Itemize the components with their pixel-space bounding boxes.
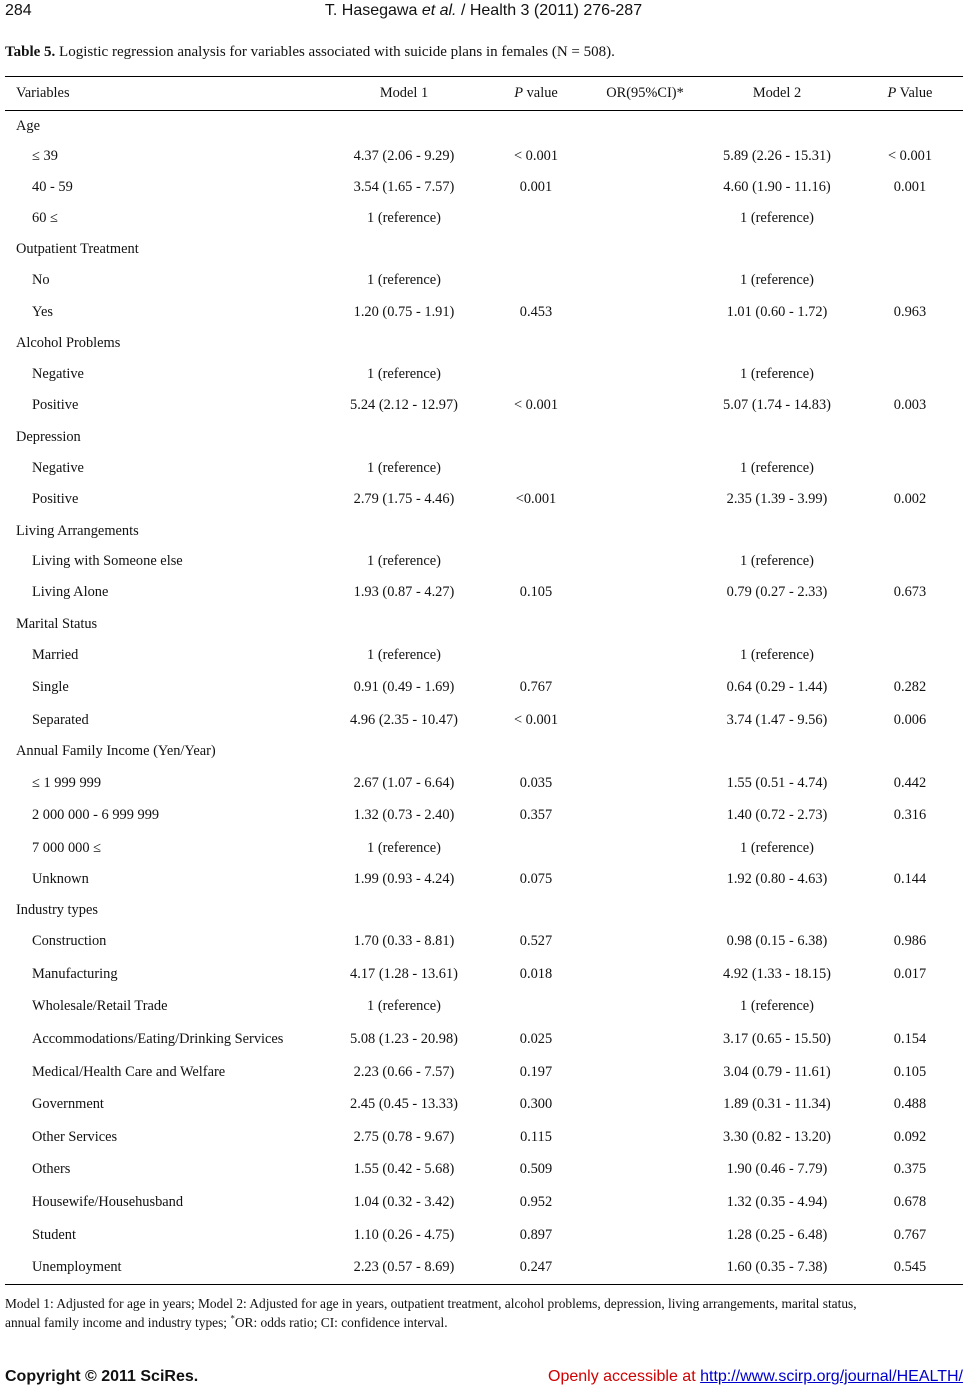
model2-value: 1 (reference) xyxy=(740,840,814,856)
variable-label: Positive xyxy=(32,491,79,507)
model2-value: 3.74 (1.47 - 9.56) xyxy=(726,712,828,728)
group-label: Marital Status xyxy=(16,616,98,632)
table-group-row xyxy=(5,241,963,261)
variable-label: Positive xyxy=(32,397,79,413)
model2-value: 4.60 (1.90 - 11.16) xyxy=(723,179,831,195)
variable-label: Living Alone xyxy=(32,584,109,600)
table-row xyxy=(5,397,963,417)
variable-label: No xyxy=(32,272,50,288)
table-row xyxy=(5,679,963,699)
model2-value: 1.32 (0.35 - 4.94) xyxy=(726,1194,828,1210)
model2-p-value: 0.144 xyxy=(893,871,927,887)
variable-label: Married xyxy=(32,647,79,663)
footnote-asterisk: * xyxy=(230,1313,235,1324)
table-bottom-rule xyxy=(5,1284,963,1285)
table-row xyxy=(5,1096,963,1116)
header-p2-rest: Value xyxy=(896,85,933,101)
model1-value: 1 (reference) xyxy=(367,840,441,856)
model1-value: 1.10 (0.26 - 4.75) xyxy=(353,1227,455,1243)
model1-value: 1 (reference) xyxy=(367,460,441,476)
table-row xyxy=(5,210,963,230)
table-row xyxy=(5,933,963,953)
model2-value: 5.89 (2.26 - 15.31) xyxy=(723,148,831,164)
variable-label: Negative xyxy=(32,460,84,476)
model2-value: 1.40 (0.72 - 2.73) xyxy=(726,807,828,823)
model1-value: 4.96 (2.35 - 10.47) xyxy=(350,712,458,728)
model1-p-value: < 0.001 xyxy=(513,397,559,413)
model1-value: 1 (reference) xyxy=(367,366,441,382)
variable-label: 2 000 000 - 6 999 999 xyxy=(32,807,160,823)
table-header-rule xyxy=(5,110,963,111)
header-p1-rest: value xyxy=(523,85,558,101)
table-group-row xyxy=(5,335,963,355)
model2-value: 1.92 (0.80 - 4.63) xyxy=(726,871,828,887)
group-label: Living Arrangements xyxy=(16,523,139,539)
model2-value: 0.79 (0.27 - 2.33) xyxy=(726,584,828,600)
model1-value: 1 (reference) xyxy=(367,553,441,569)
table-row xyxy=(5,840,963,860)
table-group-row xyxy=(5,902,963,922)
running-header xyxy=(0,0,967,24)
model1-p-value: 0.897 xyxy=(519,1227,553,1243)
table-top-rule xyxy=(5,76,963,77)
variable-label: 40 - 59 xyxy=(32,179,73,195)
model2-value: 3.04 (0.79 - 11.61) xyxy=(723,1064,831,1080)
table-row xyxy=(5,366,963,386)
model2-value: 1 (reference) xyxy=(740,210,814,226)
model1-value: 2.79 (1.75 - 4.46) xyxy=(353,491,455,507)
table-row xyxy=(5,712,963,732)
model2-p-value: 0.154 xyxy=(893,1031,927,1047)
table-row xyxy=(5,647,963,667)
running-head xyxy=(0,2,967,20)
model1-value: 5.08 (1.23 - 20.98) xyxy=(350,1031,458,1047)
table-footnote xyxy=(5,1294,965,1332)
table-row xyxy=(5,807,963,827)
running-head-etal: et al. xyxy=(421,2,457,19)
table-group-row xyxy=(5,743,963,763)
table-row xyxy=(5,998,963,1018)
header-p2-italic: P xyxy=(887,85,897,101)
journal-link[interactable]: http://www.scirp.org/journal/HEALTH/ xyxy=(700,1368,963,1385)
model1-value: 3.54 (1.65 - 7.57) xyxy=(353,179,455,195)
model1-value: 5.24 (2.12 - 12.97) xyxy=(350,397,458,413)
variable-label: Manufacturing xyxy=(32,966,118,982)
model1-p-value: 0.300 xyxy=(519,1096,553,1112)
model1-p-value: 0.018 xyxy=(519,966,553,982)
model1-p-value: 0.197 xyxy=(519,1064,553,1080)
model1-p-value: 0.952 xyxy=(519,1194,553,1210)
running-head-authors: T. Hasegawa xyxy=(324,2,422,19)
model1-p-value: 0.357 xyxy=(519,807,553,823)
model2-value: 0.64 (0.29 - 1.44) xyxy=(726,679,828,695)
variable-label: Negative xyxy=(32,366,84,382)
footnote-line-2-pre: annual family income and industry types; xyxy=(5,1315,231,1330)
table-row xyxy=(5,272,963,292)
group-label: Age xyxy=(16,118,40,134)
group-label: Outpatient Treatment xyxy=(16,241,139,257)
model1-value: 1.93 (0.87 - 4.27) xyxy=(353,584,455,600)
table-row xyxy=(5,460,963,480)
model2-value: 1 (reference) xyxy=(740,998,814,1014)
model2-value: 1 (reference) xyxy=(740,366,814,382)
group-label: Alcohol Problems xyxy=(16,335,121,351)
header-p-value-2 xyxy=(857,85,963,102)
model2-p-value: 0.105 xyxy=(893,1064,927,1080)
model1-p-value: 0.453 xyxy=(519,304,553,320)
model2-p-value: 0.316 xyxy=(893,807,927,823)
table-row xyxy=(5,1194,963,1214)
model2-p-value: 0.017 xyxy=(893,966,927,982)
model2-p-value: 0.003 xyxy=(893,397,927,413)
model1-value: 1.04 (0.32 - 3.42) xyxy=(353,1194,455,1210)
model1-value: 1.20 (0.75 - 1.91) xyxy=(353,304,455,320)
model2-p-value: 0.092 xyxy=(893,1129,927,1145)
variable-label: Accommodations/Eating/Drinking Services xyxy=(32,1031,284,1047)
model1-value: 2.23 (0.66 - 7.57) xyxy=(353,1064,455,1080)
table-row xyxy=(5,1031,963,1051)
model2-p-value: 0.678 xyxy=(893,1194,927,1210)
model2-p-value: 0.001 xyxy=(893,179,927,195)
model1-p-value: < 0.001 xyxy=(513,712,559,728)
variable-label: Living with Someone else xyxy=(32,553,183,569)
model1-p-value: 0.001 xyxy=(519,179,553,195)
header-p-value-1 xyxy=(483,85,589,102)
model2-p-value: < 0.001 xyxy=(887,148,933,164)
table-row xyxy=(5,584,963,604)
model2-value: 4.92 (1.33 - 18.15) xyxy=(723,966,831,982)
header-model1: Model 1 xyxy=(379,85,429,101)
footnote-line-1: Model 1: Adjusted for age in years; Model 2: Adjusted for age in years, outpatient treatment, alcohol problems, depression, living arrangements, marital status, xyxy=(5,1296,857,1311)
open-access-text: Openly accessible at xyxy=(548,1368,701,1385)
running-head-journal: / Health 3 (2011) 276-287 xyxy=(456,2,643,19)
table-row xyxy=(5,1064,963,1084)
page-footer xyxy=(0,1368,967,1388)
model1-value: 1 (reference) xyxy=(367,998,441,1014)
header-p1-italic: P xyxy=(514,85,524,101)
footnote-line-2-post: OR: odds ratio; CI: confidence interval. xyxy=(234,1315,448,1330)
model2-value: 1.90 (0.46 - 7.79) xyxy=(726,1161,828,1177)
model2-value: 3.30 (0.82 - 13.20) xyxy=(723,1129,831,1145)
model2-p-value: 0.442 xyxy=(893,775,927,791)
group-label: Industry types xyxy=(16,902,98,918)
model1-value: 1 (reference) xyxy=(367,210,441,226)
variable-label: Separated xyxy=(32,712,89,728)
model2-value: 1 (reference) xyxy=(740,647,814,663)
table-row xyxy=(5,179,963,199)
model2-value: 1 (reference) xyxy=(740,553,814,569)
model1-value: 2.75 (0.78 - 9.67) xyxy=(353,1129,455,1145)
model1-p-value: 0.035 xyxy=(519,775,553,791)
model2-p-value: 0.545 xyxy=(893,1259,927,1275)
table-caption xyxy=(5,44,965,61)
model1-value: 1 (reference) xyxy=(367,272,441,288)
variable-label: Yes xyxy=(32,304,53,320)
model2-value: 1 (reference) xyxy=(740,460,814,476)
group-label: Annual Family Income (Yen/Year) xyxy=(16,743,216,759)
table-row xyxy=(5,491,963,511)
model2-value: 5.07 (1.74 - 14.83) xyxy=(723,397,831,413)
model2-value: 1.60 (0.35 - 7.38) xyxy=(726,1259,828,1275)
table-caption-label: Table 5. xyxy=(5,44,56,60)
variable-label: Unknown xyxy=(32,871,89,887)
table-row xyxy=(5,553,963,573)
model1-value: 1.55 (0.42 - 5.68) xyxy=(353,1161,455,1177)
model1-p-value: <0.001 xyxy=(515,491,557,507)
copyright-notice: Copyright © 2011 SciRes. xyxy=(5,1368,199,1385)
model1-value: 0.91 (0.49 - 1.69) xyxy=(353,679,455,695)
table-row xyxy=(5,1227,963,1247)
model1-p-value: 0.025 xyxy=(519,1031,553,1047)
table-row xyxy=(5,775,963,795)
model1-value: 2.23 (0.57 - 8.69) xyxy=(353,1259,455,1275)
model1-p-value: 0.527 xyxy=(519,933,553,949)
model2-value: 3.17 (0.65 - 15.50) xyxy=(723,1031,831,1047)
table-header-row xyxy=(5,85,963,105)
model2-p-value: 0.002 xyxy=(893,491,927,507)
model2-value: 1.89 (0.31 - 11.34) xyxy=(723,1096,831,1112)
table-group-row xyxy=(5,118,963,138)
model1-value: 4.37 (2.06 - 9.29) xyxy=(353,148,455,164)
model1-value: 4.17 (1.28 - 13.61) xyxy=(350,966,458,982)
variable-label: Medical/Health Care and Welfare xyxy=(32,1064,226,1080)
variable-label: 7 000 000 ≤ xyxy=(32,840,102,856)
model2-p-value: 0.767 xyxy=(893,1227,927,1243)
model2-value: 1.28 (0.25 - 6.48) xyxy=(726,1227,828,1243)
variable-label: Construction xyxy=(32,933,107,949)
header-variables: Variables xyxy=(16,85,70,101)
model2-value: 1.01 (0.60 - 1.72) xyxy=(726,304,828,320)
table-group-row xyxy=(5,523,963,543)
model2-p-value: 0.375 xyxy=(893,1161,927,1177)
model1-p-value: 0.247 xyxy=(519,1259,553,1275)
model1-value: 2.45 (0.45 - 13.33) xyxy=(350,1096,458,1112)
variable-label: Single xyxy=(32,679,69,695)
variable-label: ≤ 39 xyxy=(32,148,58,164)
variable-label: Unemployment xyxy=(32,1259,122,1275)
model2-value: 0.98 (0.15 - 6.38) xyxy=(726,933,828,949)
variable-label: Student xyxy=(32,1227,76,1243)
variable-label: Others xyxy=(32,1161,71,1177)
model2-p-value: 0.488 xyxy=(893,1096,927,1112)
model1-p-value: 0.767 xyxy=(519,679,553,695)
model2-value: 1.55 (0.51 - 4.74) xyxy=(726,775,828,791)
model1-p-value: 0.075 xyxy=(519,871,553,887)
model2-value: 2.35 (1.39 - 3.99) xyxy=(726,491,828,507)
variable-label: Other Services xyxy=(32,1129,118,1145)
table-row xyxy=(5,1129,963,1149)
header-or: OR(95%CI)* xyxy=(606,85,684,101)
model1-p-value: 0.509 xyxy=(519,1161,553,1177)
table-row xyxy=(5,871,963,891)
table-row xyxy=(5,1161,963,1181)
table-row xyxy=(5,966,963,986)
variable-label: 60 ≤ xyxy=(32,210,58,226)
model2-p-value: 0.963 xyxy=(893,304,927,320)
model1-value: 1.99 (0.93 - 4.24) xyxy=(353,871,455,887)
model2-p-value: 0.673 xyxy=(893,584,927,600)
model2-p-value: 0.006 xyxy=(893,712,927,728)
table-caption-text: Logistic regression analysis for variables associated with suicide plans in females (N = 508). xyxy=(55,44,615,60)
variable-label: Government xyxy=(32,1096,104,1112)
model1-p-value: 0.115 xyxy=(520,1129,552,1145)
header-model2: Model 2 xyxy=(752,85,802,101)
model2-value: 1 (reference) xyxy=(740,272,814,288)
open-access-notice xyxy=(548,1368,963,1386)
table-row xyxy=(5,1259,963,1279)
variable-label: Wholesale/Retail Trade xyxy=(32,998,168,1014)
variable-label: ≤ 1 999 999 xyxy=(32,775,102,791)
page-number: 284 xyxy=(5,2,32,19)
table-group-row xyxy=(5,429,963,449)
model1-value: 1.70 (0.33 - 8.81) xyxy=(353,933,455,949)
variable-label: Housewife/Househusband xyxy=(32,1194,184,1210)
model2-p-value: 0.282 xyxy=(893,679,927,695)
model1-p-value: < 0.001 xyxy=(513,148,559,164)
model1-value: 2.67 (1.07 - 6.64) xyxy=(353,775,455,791)
model1-value: 1 (reference) xyxy=(367,647,441,663)
table-row xyxy=(5,304,963,324)
model1-value: 1.32 (0.73 - 2.40) xyxy=(353,807,455,823)
table-row xyxy=(5,148,963,168)
table-group-row xyxy=(5,616,963,636)
footnote-line-2 xyxy=(5,1313,965,1332)
group-label: Depression xyxy=(16,429,81,445)
model1-p-value: 0.105 xyxy=(519,584,553,600)
model2-p-value: 0.986 xyxy=(893,933,927,949)
